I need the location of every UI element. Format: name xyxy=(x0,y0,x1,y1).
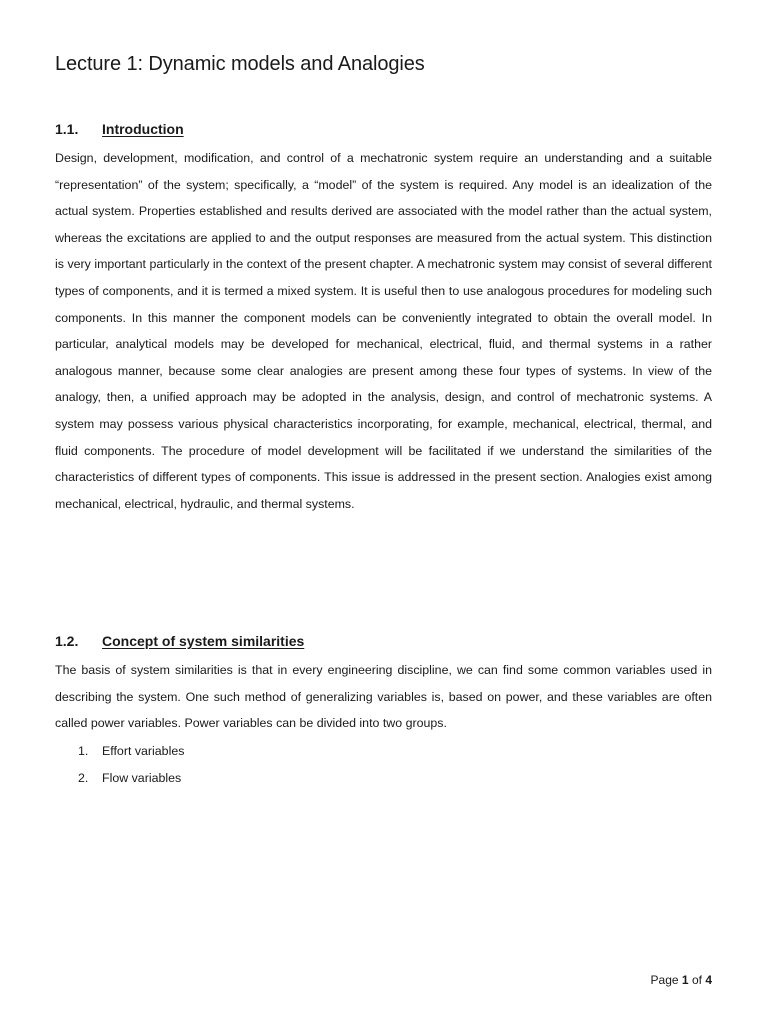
power-variables-list xyxy=(55,738,184,791)
list-item-text: Effort variables xyxy=(102,744,185,758)
list-marker: 2. xyxy=(78,770,89,785)
section-number: 1.2. xyxy=(55,633,79,649)
page-label: Page xyxy=(650,973,679,987)
list-item-text: Flow variables xyxy=(102,770,182,785)
page-title: Lecture 1: Dynamic models and Analogies xyxy=(55,53,425,75)
section-heading-introduction xyxy=(55,121,184,137)
section-heading-system-similarities xyxy=(55,633,304,649)
page-of: of xyxy=(691,973,702,987)
list-marker: 1. xyxy=(78,744,89,758)
system-similarities-paragraph: The basis of system similarities is that in every engineering discipline, we can find some common variables used in describing the system. One such method of generalizing variables is, based on power, and these variables are often called power variables. Power variables can be divided into two groups. xyxy=(55,663,712,731)
page-current: 1 xyxy=(681,973,689,987)
list-item xyxy=(55,765,184,792)
list-item xyxy=(55,738,184,765)
section-title: Concept of system similarities xyxy=(102,633,305,649)
page-number-footer xyxy=(651,973,712,987)
page-total: 4 xyxy=(705,973,712,987)
introduction-paragraph: Design, development, modification, and control of a mechatronic system require an understanding and a suitable “representation” of the system; specifically, a “model” of the system is required. Any model is an idealization of the actual system. Properties established and results derived are associated with the model rather than the actual system, whereas the excitations are applied to and the output responses are measured from the actual system. This distinction is very important particularly in the context of the present chapter. A mechatronic system may consist of several different types of components, and it is termed a mixed system. It is useful then to use analogous procedures for modeling such components. In this manner the component models can be conveniently integrated to obtain the overall model. In particular, analytical models may be developed for mechanical, electrical, fluid, and thermal systems in a rather analogous manner, because some clear analogies are present among these four types of systems. In view of the analogy, then, a unified approach may be adopted in the analysis, design, and control of mechatronic systems. A system may possess various physical characteristics incorporating, for example, mechanical, electrical, thermal, and fluid components. The procedure of model development will be facilitated if we understand the similarities of the characteristics of different types of components. This issue is addressed in the present section. Analogies exist among mechanical, electrical, hydraulic, and thermal systems. xyxy=(55,151,712,511)
section-title: Introduction xyxy=(102,121,184,137)
section-number: 1.1. xyxy=(55,121,79,137)
